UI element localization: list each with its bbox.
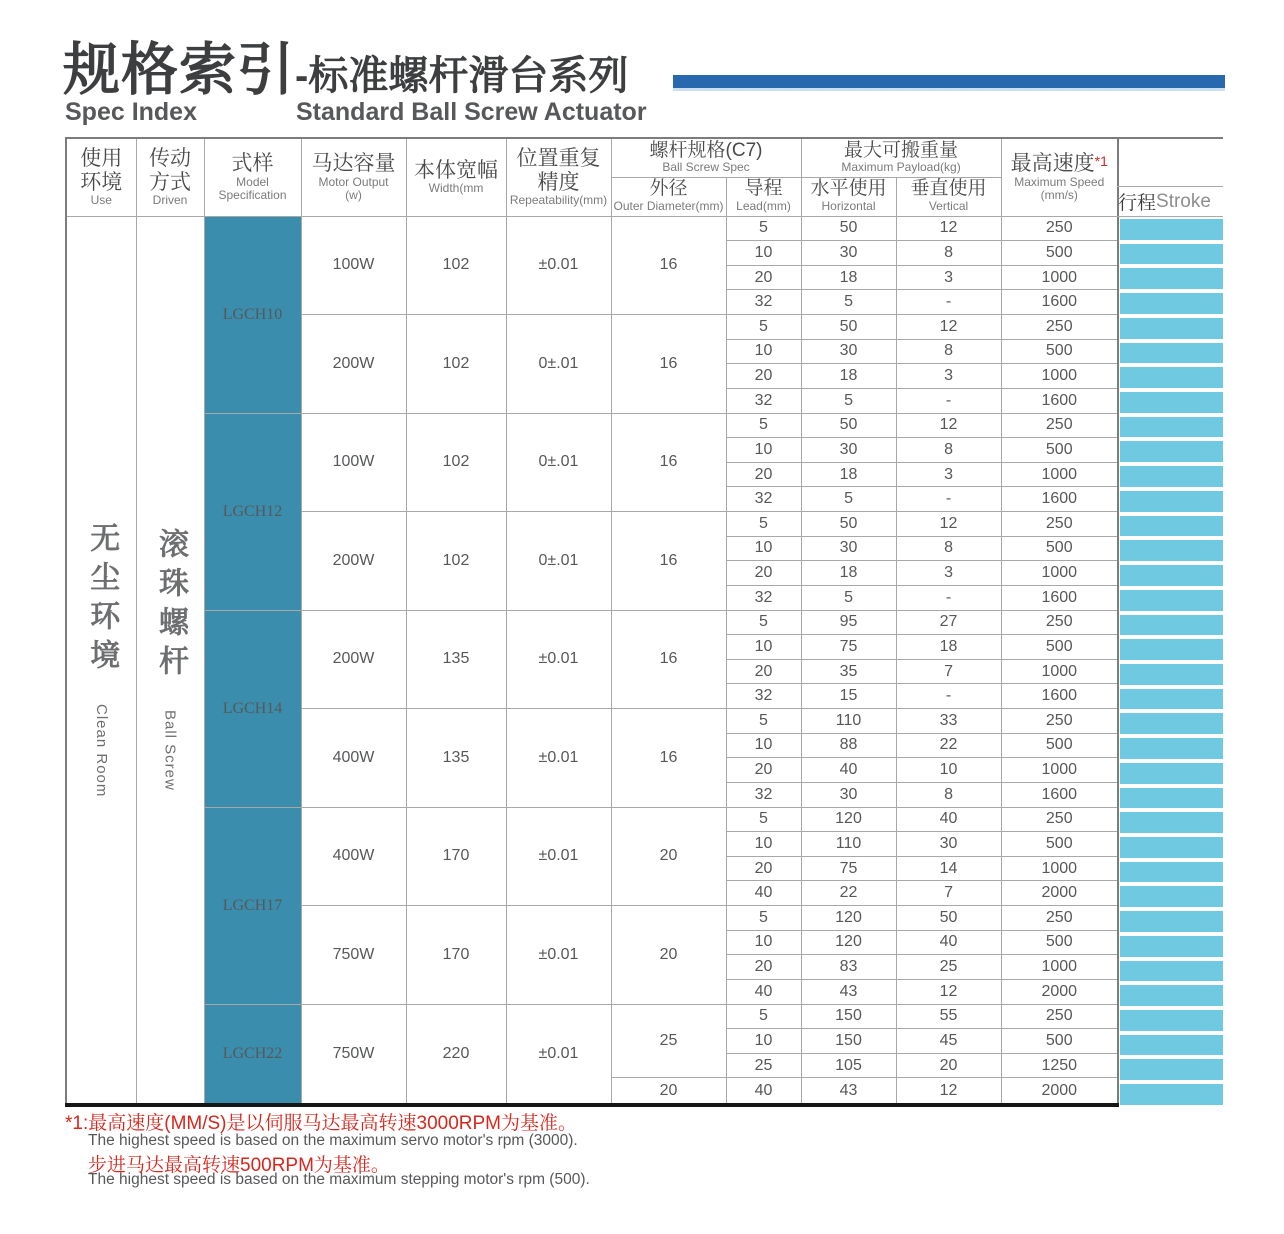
max-speed-cell: 500 (1001, 339, 1118, 364)
footnote-servo-en: The highest speed is based on the maximum servo motor's rpm (3000). (88, 1132, 578, 1149)
payload-horizontal-cell: 43 (801, 979, 896, 1004)
model-cell: LGCH14 (204, 610, 301, 807)
payload-vertical-cell: - (896, 684, 1001, 709)
payload-horizontal-cell: 22 (801, 881, 896, 906)
body-width-cell: 102 (406, 413, 506, 512)
payload-vertical-cell: 10 (896, 758, 1001, 783)
lead-cell: 20 (726, 955, 801, 980)
outer-diameter-cell: 20 (611, 906, 726, 1005)
payload-horizontal-cell: 120 (801, 906, 896, 931)
page-title-sub: -标准螺杆滑台系列 (295, 54, 629, 98)
lead-cell: 32 (726, 684, 801, 709)
stroke-bar-slot (1117, 810, 1223, 835)
table-row (66, 216, 1118, 241)
table-row (66, 807, 1118, 832)
payload-vertical-cell: 12 (896, 315, 1001, 340)
max-speed-cell: 2000 (1001, 979, 1118, 1004)
max-speed-cell: 500 (1001, 1029, 1118, 1054)
stroke-bar (1120, 590, 1223, 611)
lead-cell: 10 (726, 339, 801, 364)
body-width-cell: 170 (406, 906, 506, 1005)
payload-vertical-cell: - (896, 487, 1001, 512)
stroke-bar-slot (1117, 489, 1223, 514)
payload-horizontal-cell: 18 (801, 561, 896, 586)
stroke-bar (1120, 441, 1223, 462)
payload-vertical-cell: 20 (896, 1053, 1001, 1078)
payload-vertical-cell: 8 (896, 536, 1001, 561)
col-header-model: 式样 Model Specification (204, 138, 301, 216)
max-speed-cell: 1600 (1001, 487, 1118, 512)
stroke-bar (1120, 244, 1223, 265)
payload-vertical-cell: 7 (896, 659, 1001, 684)
stroke-bar (1120, 812, 1223, 833)
lead-cell: 32 (726, 585, 801, 610)
payload-horizontal-cell: 18 (801, 364, 896, 389)
lead-cell: 10 (726, 536, 801, 561)
payload-horizontal-cell: 83 (801, 955, 896, 980)
body-width-cell: 170 (406, 807, 506, 906)
stroke-bar-slot (1117, 662, 1223, 687)
drive-type-cell: 滚珠螺杆 Ball Screw (136, 216, 204, 1105)
max-speed-cell: 2000 (1001, 881, 1118, 906)
stroke-bar-slot (1117, 786, 1223, 811)
spec-table-header (66, 138, 1118, 216)
max-speed-cell: 1000 (1001, 758, 1118, 783)
stroke-bar-slot (1117, 1057, 1223, 1082)
max-speed-cell: 1000 (1001, 462, 1118, 487)
stroke-bar (1120, 713, 1223, 734)
max-speed-cell: 500 (1001, 536, 1118, 561)
max-speed-cell: 1000 (1001, 955, 1118, 980)
max-speed-cell: 500 (1001, 635, 1118, 660)
payload-vertical-cell: 27 (896, 610, 1001, 635)
stroke-bar (1120, 540, 1223, 561)
stroke-bar (1120, 788, 1223, 809)
motor-output-cell: 100W (301, 413, 406, 512)
lead-cell: 10 (726, 930, 801, 955)
stroke-bar (1120, 466, 1223, 487)
col-header-motor-output: 马达容量 Motor Output (w) (301, 138, 406, 216)
repeatability-cell: ±0.01 (506, 807, 611, 906)
max-speed-cell: 1600 (1001, 585, 1118, 610)
stroke-bar-slot (1117, 316, 1223, 341)
payload-horizontal-cell: 120 (801, 930, 896, 955)
footnote-stepping-zh: 步进马达最高转速500RPM为基准。 (88, 1155, 390, 1176)
motor-output-cell: 750W (301, 1004, 406, 1105)
stroke-bar-slot (1117, 365, 1223, 390)
body-width-cell: 135 (406, 709, 506, 808)
lead-cell: 20 (726, 659, 801, 684)
max-speed-cell: 1000 (1001, 265, 1118, 290)
page-title-english: Spec Index (65, 98, 197, 126)
motor-output-cell: 200W (301, 315, 406, 414)
stroke-bar (1120, 664, 1223, 685)
outer-diameter-cell: 20 (611, 1078, 726, 1105)
max-speed-cell: 500 (1001, 733, 1118, 758)
body-width-cell: 135 (406, 610, 506, 709)
outer-diameter-cell: 16 (611, 709, 726, 808)
max-speed-cell: 1600 (1001, 684, 1118, 709)
stroke-bar (1120, 1035, 1223, 1056)
payload-vertical-cell: 50 (896, 906, 1001, 931)
payload-horizontal-cell: 30 (801, 536, 896, 561)
stroke-bar (1120, 639, 1223, 660)
motor-output-cell: 400W (301, 807, 406, 906)
payload-horizontal-cell: 75 (801, 856, 896, 881)
payload-horizontal-cell: 50 (801, 512, 896, 537)
payload-vertical-cell: 3 (896, 265, 1001, 290)
payload-vertical-cell: 55 (896, 1004, 1001, 1029)
stroke-bar (1120, 343, 1223, 364)
outer-diameter-cell: 16 (611, 216, 726, 315)
max-speed-cell: 500 (1001, 930, 1118, 955)
model-cell: LGCH17 (204, 807, 301, 1004)
lead-cell: 10 (726, 1029, 801, 1054)
max-speed-cell: 1000 (1001, 659, 1118, 684)
stroke-header-spacer (1117, 137, 1223, 186)
lead-cell: 40 (726, 881, 801, 906)
payload-horizontal-cell: 110 (801, 832, 896, 857)
lead-cell: 10 (726, 832, 801, 857)
lead-cell: 5 (726, 413, 801, 438)
payload-horizontal-cell: 5 (801, 388, 896, 413)
lead-cell: 20 (726, 364, 801, 389)
lead-cell: 32 (726, 487, 801, 512)
stroke-bar (1120, 318, 1223, 339)
repeatability-cell: ±0.01 (506, 709, 611, 808)
stroke-bar-slot (1117, 588, 1223, 613)
payload-vertical-cell: 33 (896, 709, 1001, 734)
table-row (66, 1004, 1118, 1029)
max-speed-cell: 1000 (1001, 364, 1118, 389)
footnote-stepping-en: The highest speed is based on the maximum stepping motor's rpm (500). (88, 1171, 590, 1188)
lead-cell: 5 (726, 512, 801, 537)
lead-cell: 5 (726, 709, 801, 734)
repeatability-cell: ±0.01 (506, 216, 611, 315)
model-cell: LGCH10 (204, 216, 301, 413)
stroke-bars (1117, 217, 1223, 1107)
stroke-bar-slot (1117, 217, 1223, 242)
payload-horizontal-cell: 5 (801, 290, 896, 315)
payload-horizontal-cell: 18 (801, 265, 896, 290)
page-title (63, 24, 628, 106)
payload-vertical-cell: 3 (896, 364, 1001, 389)
body-width-cell: 102 (406, 315, 506, 414)
payload-horizontal-cell: 43 (801, 1078, 896, 1105)
payload-horizontal-cell: 150 (801, 1029, 896, 1054)
col-header-vertical: 垂直使用 Vertical (896, 177, 1001, 216)
max-speed-cell: 1600 (1001, 388, 1118, 413)
stroke-bar-slot (1117, 439, 1223, 464)
payload-vertical-cell: 22 (896, 733, 1001, 758)
lead-cell: 20 (726, 561, 801, 586)
payload-vertical-cell: 40 (896, 807, 1001, 832)
col-header-ball-screw-spec: 螺杆规格(C7) Ball Screw Spec (611, 138, 801, 177)
title-underline-bar (673, 75, 1225, 91)
model-cell: LGCH12 (204, 413, 301, 610)
repeatability-cell: 0±.01 (506, 413, 611, 512)
lead-cell: 5 (726, 315, 801, 340)
payload-horizontal-cell: 50 (801, 216, 896, 241)
stroke-bar (1120, 738, 1223, 759)
model-cell: LGCH22 (204, 1004, 301, 1105)
max-speed-cell: 500 (1001, 832, 1118, 857)
lead-cell: 5 (726, 1004, 801, 1029)
payload-vertical-cell: - (896, 388, 1001, 413)
use-environment-cell: 无尘环境 Clean Room (66, 216, 136, 1105)
stroke-bar (1120, 1010, 1223, 1031)
stroke-bar-slot (1117, 934, 1223, 959)
stroke-bar-slot (1117, 464, 1223, 489)
payload-vertical-cell: 12 (896, 979, 1001, 1004)
stroke-bar (1120, 886, 1223, 907)
col-header-width: 本体宽幅 Width(mm (406, 138, 506, 216)
lead-cell: 10 (726, 241, 801, 266)
lead-cell: 10 (726, 438, 801, 463)
lead-cell: 20 (726, 462, 801, 487)
footnote-marker: *1 (1094, 153, 1108, 170)
lead-cell: 10 (726, 733, 801, 758)
stroke-bar-slot (1117, 242, 1223, 267)
lead-cell: 32 (726, 388, 801, 413)
outer-diameter-cell: 20 (611, 807, 726, 906)
payload-vertical-cell: - (896, 290, 1001, 315)
col-header-max-speed: 最高速度*1 Maximum Speed (mm/s) (1001, 138, 1118, 216)
payload-vertical-cell: 12 (896, 512, 1001, 537)
body-width-cell: 102 (406, 216, 506, 315)
motor-output-cell: 200W (301, 512, 406, 611)
max-speed-cell: 250 (1001, 807, 1118, 832)
stroke-column (1117, 137, 1223, 1107)
stroke-bar (1120, 862, 1223, 883)
stroke-bar (1120, 961, 1223, 982)
lead-cell: 25 (726, 1053, 801, 1078)
max-speed-cell: 250 (1001, 216, 1118, 241)
max-speed-cell: 250 (1001, 709, 1118, 734)
page-title-main: 规格索引 (63, 38, 295, 102)
lead-cell: 40 (726, 1078, 801, 1105)
payload-horizontal-cell: 120 (801, 807, 896, 832)
stroke-bar (1120, 491, 1223, 512)
outer-diameter-cell: 16 (611, 315, 726, 414)
max-speed-cell: 250 (1001, 512, 1118, 537)
stroke-bar-slot (1117, 884, 1223, 909)
stroke-bar-slot (1117, 563, 1223, 588)
payload-vertical-cell: 3 (896, 561, 1001, 586)
stroke-bar (1120, 293, 1223, 314)
stroke-bar (1120, 1059, 1223, 1080)
payload-horizontal-cell: 50 (801, 315, 896, 340)
stroke-bar (1120, 565, 1223, 586)
stroke-bar-slot (1117, 266, 1223, 291)
payload-vertical-cell: 45 (896, 1029, 1001, 1054)
col-header-lead: 导程 Lead(mm) (726, 177, 801, 216)
payload-horizontal-cell: 30 (801, 339, 896, 364)
stroke-bar (1120, 268, 1223, 289)
repeatability-cell: ±0.01 (506, 1004, 611, 1105)
payload-horizontal-cell: 18 (801, 462, 896, 487)
lead-cell: 32 (726, 782, 801, 807)
max-speed-cell: 2000 (1001, 1078, 1118, 1105)
payload-vertical-cell: 7 (896, 881, 1001, 906)
stroke-bar-slot (1117, 1008, 1223, 1033)
stroke-bar-slot (1117, 390, 1223, 415)
stroke-bar-slot (1117, 761, 1223, 786)
payload-vertical-cell: 25 (896, 955, 1001, 980)
payload-horizontal-cell: 30 (801, 241, 896, 266)
max-speed-cell: 1600 (1001, 290, 1118, 315)
stroke-bar-slot (1117, 909, 1223, 934)
max-speed-cell: 1000 (1001, 856, 1118, 881)
stroke-bar-slot (1117, 637, 1223, 662)
payload-horizontal-cell: 95 (801, 610, 896, 635)
max-speed-cell: 500 (1001, 241, 1118, 266)
payload-vertical-cell: 30 (896, 832, 1001, 857)
motor-output-cell: 400W (301, 709, 406, 808)
stroke-bar (1120, 219, 1223, 240)
payload-vertical-cell: - (896, 585, 1001, 610)
max-speed-cell: 250 (1001, 413, 1118, 438)
payload-vertical-cell: 8 (896, 782, 1001, 807)
col-header-stroke: 行程 Stroke (1117, 186, 1223, 217)
lead-cell: 5 (726, 216, 801, 241)
lead-cell: 10 (726, 635, 801, 660)
max-speed-cell: 1250 (1001, 1053, 1118, 1078)
col-header-repeatability: 位置重复 精度 Repeatability(mm) (506, 138, 611, 216)
stroke-bar-slot (1117, 1082, 1223, 1107)
footnote-servo-zh: *1:最高速度(MM/S)是以伺服马达最高转速3000RPM为基准。 (65, 1113, 577, 1134)
max-speed-cell: 1000 (1001, 561, 1118, 586)
payload-vertical-cell: 40 (896, 930, 1001, 955)
table-row (66, 413, 1118, 438)
stroke-bar-slot (1117, 959, 1223, 984)
body-width-cell: 220 (406, 1004, 506, 1105)
stroke-bar (1120, 615, 1223, 636)
payload-horizontal-cell: 30 (801, 782, 896, 807)
stroke-bar-slot (1117, 860, 1223, 885)
stroke-bar-slot (1117, 1033, 1223, 1058)
max-speed-cell: 250 (1001, 906, 1118, 931)
motor-output-cell: 100W (301, 216, 406, 315)
stroke-bar (1120, 516, 1223, 537)
stroke-bar (1120, 367, 1223, 388)
stroke-bar-slot (1117, 687, 1223, 712)
stroke-bar (1120, 1084, 1223, 1105)
stroke-bar (1120, 985, 1223, 1006)
motor-output-cell: 750W (301, 906, 406, 1005)
max-speed-cell: 250 (1001, 610, 1118, 635)
stroke-bar (1120, 417, 1223, 438)
lead-cell: 20 (726, 856, 801, 881)
max-speed-cell: 500 (1001, 438, 1118, 463)
outer-diameter-cell: 16 (611, 413, 726, 512)
outer-diameter-cell: 16 (611, 610, 726, 709)
max-speed-cell: 250 (1001, 1004, 1118, 1029)
payload-vertical-cell: 14 (896, 856, 1001, 881)
spec-table-body (66, 216, 1118, 1105)
outer-diameter-cell: 25 (611, 1004, 726, 1078)
payload-vertical-cell: 8 (896, 339, 1001, 364)
stroke-bar-slot (1117, 341, 1223, 366)
stroke-bar-slot (1117, 835, 1223, 860)
payload-vertical-cell: 8 (896, 241, 1001, 266)
payload-horizontal-cell: 30 (801, 438, 896, 463)
col-header-use: 使用 环境 Use (66, 138, 136, 216)
payload-vertical-cell: 12 (896, 413, 1001, 438)
payload-vertical-cell: 12 (896, 1078, 1001, 1105)
payload-horizontal-cell: 5 (801, 585, 896, 610)
stroke-bar (1120, 936, 1223, 957)
payload-horizontal-cell: 110 (801, 709, 896, 734)
repeatability-cell: 0±.01 (506, 512, 611, 611)
payload-horizontal-cell: 75 (801, 635, 896, 660)
payload-horizontal-cell: 40 (801, 758, 896, 783)
payload-vertical-cell: 18 (896, 635, 1001, 660)
col-header-outer-diameter: 外径 Outer Diameter(mm) (611, 177, 726, 216)
lead-cell: 5 (726, 906, 801, 931)
stroke-bar-slot (1117, 291, 1223, 316)
lead-cell: 20 (726, 758, 801, 783)
max-speed-cell: 250 (1001, 315, 1118, 340)
payload-vertical-cell: 8 (896, 438, 1001, 463)
stroke-bar (1120, 837, 1223, 858)
table-row (66, 610, 1118, 635)
stroke-bar-slot (1117, 711, 1223, 736)
lead-cell: 32 (726, 290, 801, 315)
lead-cell: 40 (726, 979, 801, 1004)
stroke-bar-slot (1117, 538, 1223, 563)
col-header-driven: 传动 方式 Driven (136, 138, 204, 216)
payload-horizontal-cell: 150 (801, 1004, 896, 1029)
stroke-bar-slot (1117, 736, 1223, 761)
payload-vertical-cell: 3 (896, 462, 1001, 487)
payload-horizontal-cell: 105 (801, 1053, 896, 1078)
lead-cell: 20 (726, 265, 801, 290)
payload-horizontal-cell: 88 (801, 733, 896, 758)
page-subtitle-english: Standard Ball Screw Actuator (296, 98, 647, 126)
col-header-horizontal: 水平使用 Horizontal (801, 177, 896, 216)
max-speed-cell: 1600 (1001, 782, 1118, 807)
lead-cell: 5 (726, 610, 801, 635)
repeatability-cell: 0±.01 (506, 315, 611, 414)
payload-horizontal-cell: 5 (801, 487, 896, 512)
stroke-bar (1120, 763, 1223, 784)
stroke-bar-slot (1117, 415, 1223, 440)
col-header-max-payload: 最大可搬重量 Maximum Payload(kg) (801, 138, 1001, 177)
body-width-cell: 102 (406, 512, 506, 611)
stroke-bar-slot (1117, 983, 1223, 1008)
stroke-bar-slot (1117, 514, 1223, 539)
motor-output-cell: 200W (301, 610, 406, 709)
spec-table (65, 137, 1119, 1107)
payload-vertical-cell: 12 (896, 216, 1001, 241)
payload-horizontal-cell: 15 (801, 684, 896, 709)
stroke-bar-slot (1117, 613, 1223, 638)
repeatability-cell: ±0.01 (506, 610, 611, 709)
stroke-bar (1120, 689, 1223, 710)
outer-diameter-cell: 16 (611, 512, 726, 611)
lead-cell: 5 (726, 807, 801, 832)
payload-horizontal-cell: 35 (801, 659, 896, 684)
payload-horizontal-cell: 50 (801, 413, 896, 438)
repeatability-cell: ±0.01 (506, 906, 611, 1005)
stroke-bar (1120, 392, 1223, 413)
stroke-bar (1120, 911, 1223, 932)
